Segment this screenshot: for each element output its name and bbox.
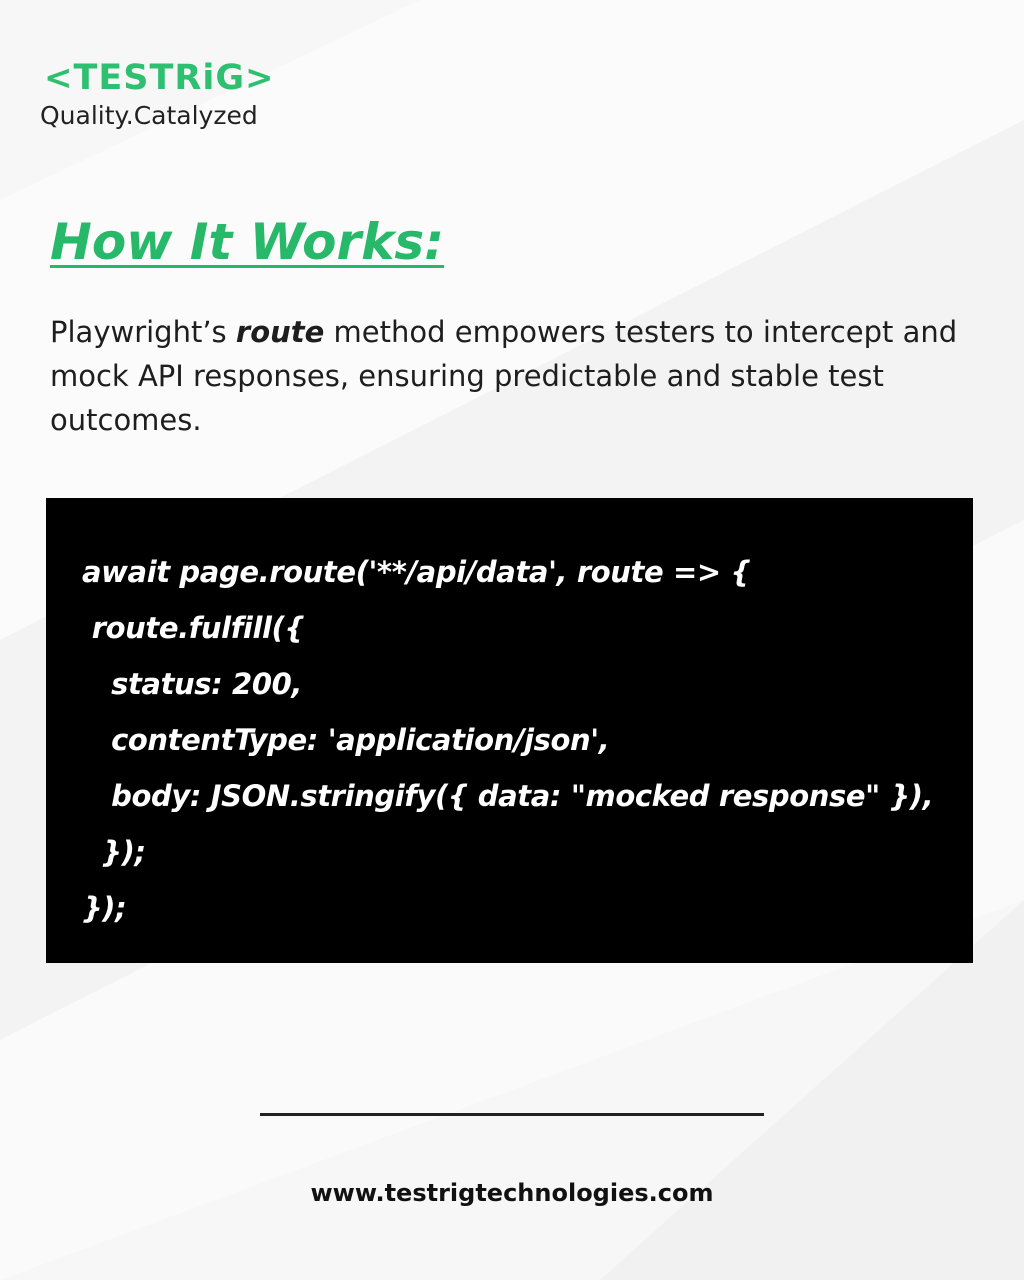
intro-text-before: Playwright’s: [50, 315, 236, 349]
footer-divider: [260, 1113, 764, 1116]
section-heading: How It Works:: [50, 213, 445, 271]
code-block: [46, 498, 973, 963]
intro-paragraph: [50, 310, 990, 442]
code-line: body: JSON.stringify({ data: "mocked response" }),: [82, 779, 934, 813]
code-line: route.fulfill({: [82, 611, 305, 645]
logo-bracket-close: >: [245, 58, 275, 98]
logo-tagline: Quality.Catalyzed: [40, 101, 258, 130]
logo-bracket-open: <: [44, 58, 74, 98]
intro-keyword: route: [235, 315, 325, 349]
intro-text-after: method empowers testers to intercept and mock API responses, ensuring predictable and stable test outcomes.: [50, 315, 958, 437]
code-line: status: 200,: [82, 667, 302, 701]
logo-name: TESTRiG: [73, 58, 246, 98]
brand-logo: [40, 56, 284, 136]
code-line: });: [82, 891, 127, 925]
website-link[interactable]: www.testrigtechnologies.com: [310, 1179, 714, 1207]
code-line: await page.route('**/api/data', route => {: [82, 555, 751, 589]
code-line: });: [82, 835, 146, 869]
logo-wordmark: [44, 56, 284, 100]
code-line: contentType: 'application/json',: [82, 723, 610, 757]
